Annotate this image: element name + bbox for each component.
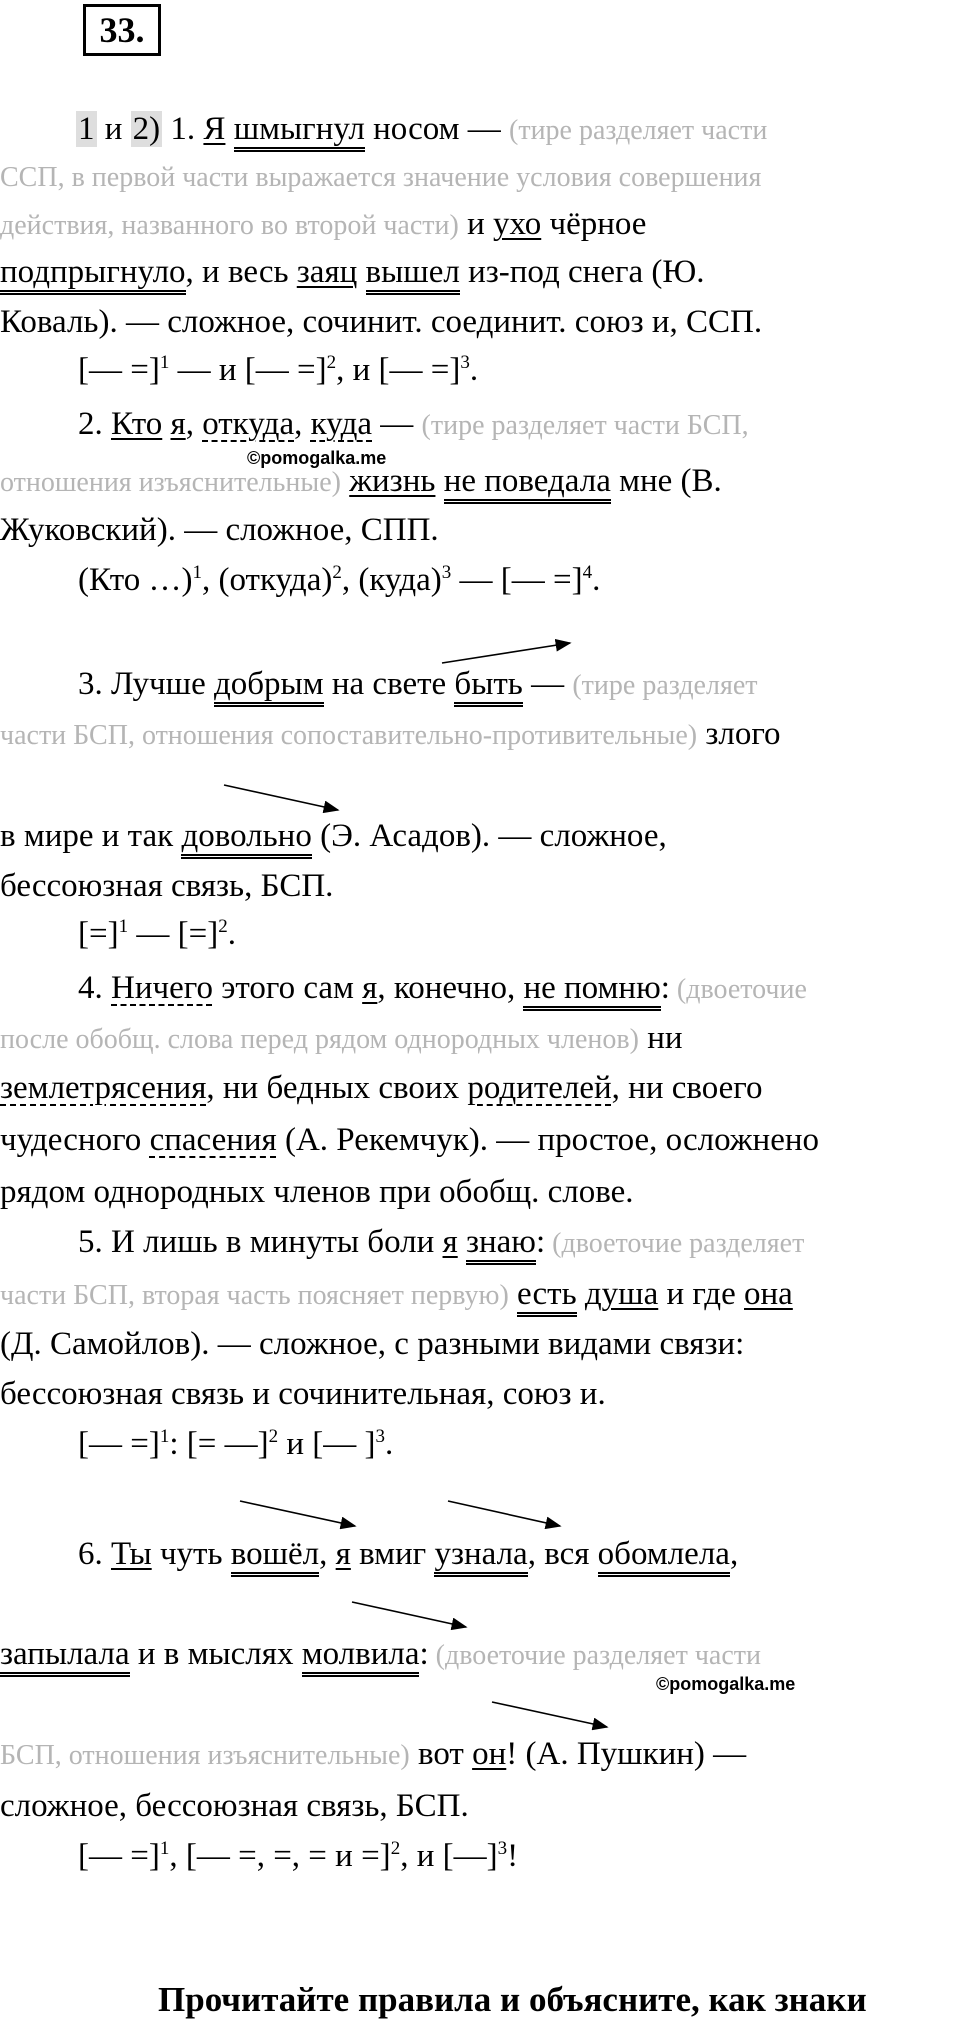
s5-scheme: [— =]$^1$: [= —]$^2$ и [— ]$^3$. [78, 1426, 394, 1462]
predicate: шмыгнул [234, 111, 365, 152]
subject: Я [203, 111, 226, 147]
arrow [448, 1501, 560, 1526]
s6-scheme: [— =]$^1$, [— =, =, = и =]$^2$, и [—]$^3$! [78, 1838, 519, 1874]
s2-scheme: (Кто …)$^1$, (откуда)$^2$, (куда)$^3$ — [— =]$^4$. [78, 562, 601, 598]
arrow [442, 643, 570, 663]
next-task-title: Прочитайте правила и объясните, как знаки [158, 1980, 867, 2019]
watermark: ©pomogalka.me [656, 1674, 796, 1694]
watermark: ©pomogalka.me [247, 448, 387, 468]
arrow [240, 1501, 355, 1526]
s1-line1: 1 и 2) 1. Я шмыгнул носом — (тире разделяет части [76, 109, 767, 151]
arrow [224, 785, 338, 810]
exercise-number: 33. [83, 4, 161, 56]
s1-scheme: [— =]$^1$ — и [— =]$^2$, и [— =]$^3$. [78, 352, 479, 388]
s3-scheme: [=]$^1$ — [=]$^2$. [78, 916, 236, 952]
arrow [492, 1702, 607, 1727]
arrow [352, 1602, 466, 1627]
